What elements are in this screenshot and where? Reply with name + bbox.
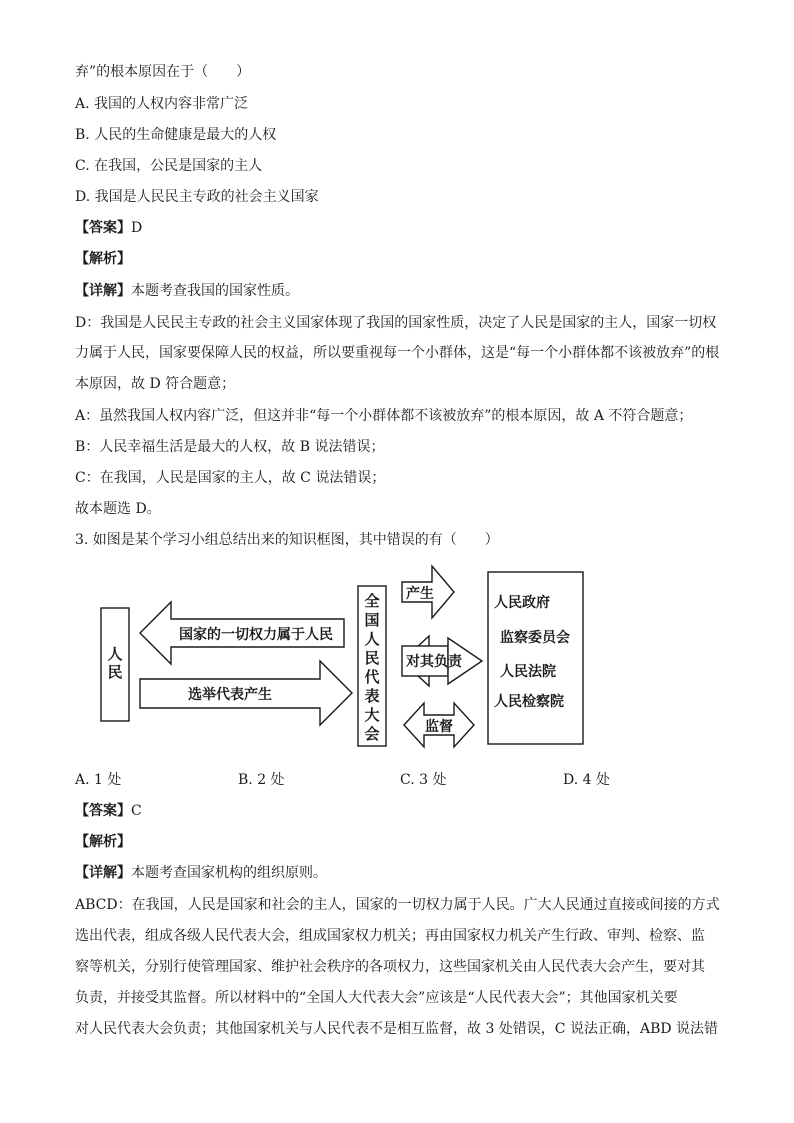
q3-explanation-line: 负责，并接受其监督。所以材料中的“全国人大代表大会”应该是“人民代表大会”；其他国家机关要 xyxy=(75,990,678,1006)
q3-option-d: D. 4 处 xyxy=(563,772,610,788)
congress-char: 代 xyxy=(364,668,380,686)
q2-option-a: A. 我国的人权内容非常广泛 xyxy=(75,96,249,112)
arrow-responsible-label: 对其负责 xyxy=(406,654,462,670)
organ-procuratorate: 人民检察院 xyxy=(494,694,564,710)
q2-detail xyxy=(75,281,299,301)
congress-char: 人 xyxy=(364,630,380,648)
q3-explanation-line: 对人民代表大会负责；其他国家机关与人民代表不是相互监督，故 3 处错误，C 说法正确，ABD 说法错 xyxy=(75,1021,719,1037)
answer-tag: 【答案】 xyxy=(75,803,131,819)
q2-analysis-tag: 【解析】 xyxy=(75,251,131,267)
organ-supervisory-commission: 监察委员会 xyxy=(500,630,570,646)
knowledge-diagram xyxy=(96,558,596,750)
q2-explanation-line: 本原因，故 D 符合题意； xyxy=(75,376,236,392)
q3-answer xyxy=(75,801,142,821)
detail-tag: 【详解】 xyxy=(75,865,131,881)
q3-analysis-tag: 【解析】 xyxy=(75,834,131,850)
q3-detail xyxy=(75,863,327,883)
arrow-power-label: 国家的一切权力属于人民 xyxy=(179,627,333,643)
answer-value: D xyxy=(131,220,143,236)
q2-answer xyxy=(75,218,142,238)
q2-explanation-line: B：人民幸福生活是最大的人权，故 B 说法错误； xyxy=(75,439,385,455)
detail-intro: 本题考查我国的国家性质。 xyxy=(131,283,299,299)
arrow-election-label: 选举代表产生 xyxy=(188,687,272,703)
q2-option-d: D. 我国是人民民主专政的社会主义国家 xyxy=(75,189,319,205)
q3-option-a: A. 1 处 xyxy=(75,772,122,788)
q2-option-c: C. 在我国，公民是国家的主人 xyxy=(75,158,263,174)
congress-char: 会 xyxy=(364,725,380,743)
q2-explanation-line: C：在我国，人民是国家的主人，故 C 说法错误； xyxy=(75,470,386,486)
congress-char: 国 xyxy=(364,611,380,629)
q2-stem-tail: 弃”的根本原因在于（ ） xyxy=(75,64,251,80)
detail-tag: 【详解】 xyxy=(75,283,131,299)
detail-intro: 本题考查国家机构的组织原则。 xyxy=(131,865,327,881)
congress-char: 表 xyxy=(364,687,380,705)
congress-char: 民 xyxy=(364,649,380,667)
q3-explanation-line: 选出代表，组成各级人民代表大会，组成国家权力机关；再由国家权力机关产生行政、审判、检察、监 xyxy=(75,928,705,944)
q3-option-c: C. 3 处 xyxy=(400,772,447,788)
q3-option-b: B. 2 处 xyxy=(238,772,285,788)
organ-court: 人民法院 xyxy=(500,664,556,680)
q2-explanation-line: A：虽然我国人权内容广泛，但这并非“每一个小群体都不该被放弃”的根本原因，故 A 不符合题意； xyxy=(75,408,693,424)
congress-text xyxy=(364,592,380,743)
arrow-produce-label: 产生 xyxy=(406,586,434,602)
congress-char: 全 xyxy=(364,592,380,610)
q3-explanation-line: ABCD：在我国，人民是国家和社会的主人，国家的一切权力属于人民。广大人民通过直接或间接的方式 xyxy=(75,897,720,913)
q2-explanation-line: 力属于人民，国家要保障人民的权益，所以要重视每一个小群体，这是“每一个小群体都不该被放弃”的根 xyxy=(75,345,720,361)
organ-government: 人民政府 xyxy=(494,595,550,611)
q2-option-b: B. 人民的生命健康是最大的人权 xyxy=(75,127,277,143)
q2-explanation-line: D：我国是人民民主专政的社会主义国家体现了我国的国家性质，决定了人民是国家的主人，国家一切权 xyxy=(75,315,717,331)
q3-stem: 3. 如图是某个学习小组总结出来的知识框图，其中错误的有（ ） xyxy=(75,532,499,548)
answer-value: C xyxy=(131,803,142,819)
congress-char: 大 xyxy=(364,706,380,724)
people-char: 人 xyxy=(107,645,123,663)
q2-conclusion: 故本题选 D。 xyxy=(75,501,161,517)
people-char: 民 xyxy=(107,663,123,681)
answer-tag: 【答案】 xyxy=(75,220,131,236)
q3-explanation-line: 察等机关，分别行使管理国家、维护社会秩序的各项权力，这些国家机关由人民代表大会产生，要对其 xyxy=(75,959,705,975)
arrow-supervise-label: 监督 xyxy=(425,719,453,735)
